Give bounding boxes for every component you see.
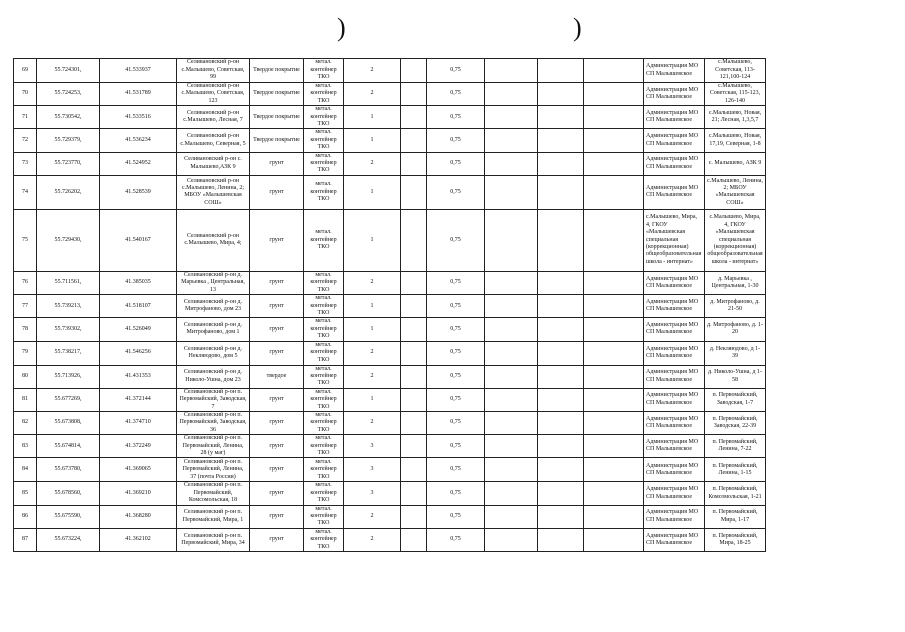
owner-cell: с.Малышево, Мира, 4, ГКОУ «Малышевская специальная (коррекционная) общеобразовательная школа - интернат» [644,209,705,271]
surface-cell: Твердое покрытие [250,59,304,83]
empty-cell [401,129,427,152]
empty-cell [538,106,584,129]
volume-cell: 0,75 [427,295,485,318]
volume-cell: 0,75 [427,152,485,175]
surface-cell: грунт [250,505,304,528]
waste-source-cell: д. Некляюдово, д 1-39 [705,341,766,365]
container-type-cell: метал. контейнер ТКО [304,365,344,388]
container-type-cell: метал. контейнер ТКО [304,528,344,551]
container-count-cell: 3 [344,482,401,505]
owner-cell: Администрация МО СП Малышевское [644,271,705,294]
empty-cell [485,129,538,152]
waste-source-cell: п. Первомайский, Ленина, 7-22 [705,435,766,458]
table-row [14,106,766,129]
container-count-cell: 2 [344,411,401,434]
address-cell: Селивановский р-он п. Первомайский, Ленина, 28 (у маг) [177,435,250,458]
empty-cell [584,365,644,388]
longitude-cell: 41.524952 [100,152,177,175]
container-count-cell: 1 [344,388,401,411]
surface-cell: грунт [250,341,304,365]
longitude-cell: 41.528539 [100,175,177,209]
container-type-cell: метал. контейнер ТКО [304,482,344,505]
surface-cell: грунт [250,295,304,318]
longitude-cell: 41.518107 [100,295,177,318]
owner-cell: Администрация МО СП Малышевское [644,106,705,129]
empty-cell [401,341,427,365]
latitude-cell: 55.738217, [37,341,100,365]
longitude-cell: 41.546256 [100,341,177,365]
empty-cell [485,318,538,341]
container-type-cell: метал. контейнер ТКО [304,83,344,106]
waste-source-cell: с.Малышево, Советская, 113-121,100-124 [705,59,766,83]
table-row [14,341,766,365]
latitude-cell: 55.724301, [37,59,100,83]
waste-source-cell: с.Малышево, Новая, 17,19, Северная, 1-8 [705,129,766,152]
surface-cell: грунт [250,411,304,434]
container-count-cell: 1 [344,129,401,152]
empty-cell [485,365,538,388]
container-count-cell: 3 [344,458,401,482]
row-number-cell: 75 [14,209,37,271]
empty-cell [485,209,538,271]
empty-cell [401,295,427,318]
container-count-cell: 1 [344,295,401,318]
container-type-cell: метал. контейнер ТКО [304,411,344,434]
longitude-cell: 41.540167 [100,209,177,271]
empty-cell [584,106,644,129]
empty-cell [401,83,427,106]
table-row [14,152,766,175]
latitude-cell: 55.723770, [37,152,100,175]
longitude-cell: 41.531789 [100,83,177,106]
address-cell: Селивановский р-он д. Марьевка , Центральная, 13 [177,271,250,294]
owner-cell: Администрация МО СП Малышевское [644,505,705,528]
volume-cell: 0,75 [427,435,485,458]
longitude-cell: 41.368280 [100,505,177,528]
latitude-cell: 55.713926, [37,365,100,388]
container-count-cell: 1 [344,318,401,341]
volume-cell: 0,75 [427,528,485,551]
empty-cell [538,505,584,528]
latitude-cell: 55.730542, [37,106,100,129]
container-count-cell: 2 [344,505,401,528]
empty-cell [584,505,644,528]
longitude-cell: 41.526049 [100,318,177,341]
table-row [14,83,766,106]
table-row [14,482,766,505]
row-number-cell: 77 [14,295,37,318]
volume-cell: 0,75 [427,482,485,505]
table-row [14,365,766,388]
address-cell: Селивановский р-он д. Некляюдово, дом 5 [177,341,250,365]
empty-cell [485,458,538,482]
table-row [14,388,766,411]
empty-cell [538,271,584,294]
address-cell: Селивановский р-он п. Первомайский, Мира, 34 [177,528,250,551]
longitude-cell: 41.362102 [100,528,177,551]
container-type-cell: метал. контейнер ТКО [304,129,344,152]
empty-cell [485,435,538,458]
waste-source-cell: д. Митрофаново, д. 1-20 [705,318,766,341]
empty-cell [401,209,427,271]
volume-cell: 0,75 [427,318,485,341]
waste-source-cell: с. Малышево, АЗК 9 [705,152,766,175]
empty-cell [485,271,538,294]
volume-cell: 0,75 [427,458,485,482]
latitude-cell: 55.675590, [37,505,100,528]
volume-cell: 0,75 [427,411,485,434]
container-type-cell: метал. контейнер ТКО [304,318,344,341]
latitude-cell: 55.739213, [37,295,100,318]
volume-cell: 0,75 [427,106,485,129]
empty-cell [538,129,584,152]
owner-cell: Администрация МО СП Малышевское [644,341,705,365]
container-type-cell: метал. контейнер ТКО [304,175,344,209]
empty-cell [584,482,644,505]
empty-cell [401,59,427,83]
empty-cell [584,59,644,83]
address-cell: Селивановский р-он с. Малышево,АЗК 9 [177,152,250,175]
empty-cell [538,458,584,482]
row-number-cell: 78 [14,318,37,341]
address-cell: Селивановский р-он п. Первомайский, Заводская, 7 [177,388,250,411]
address-cell: Селивановский р-он с.Малышево, Мира, 4; [177,209,250,271]
waste-source-cell: с.Малышево, Новая, 21; Лесная, 1,3,5,7 [705,106,766,129]
container-count-cell: 2 [344,83,401,106]
owner-cell: Администрация МО СП Малышевское [644,435,705,458]
empty-cell [584,83,644,106]
longitude-cell: 41.533516 [100,106,177,129]
container-count-cell: 3 [344,435,401,458]
empty-cell [485,106,538,129]
empty-cell [584,528,644,551]
empty-cell [401,388,427,411]
owner-cell: Администрация МО СП Малышевское [644,365,705,388]
waste-source-cell: п. Первомайский, Мира, 18-25 [705,528,766,551]
waste-source-cell: д. Митрофаново, д. 21-50 [705,295,766,318]
owner-cell: Администрация МО СП Малышевское [644,411,705,434]
empty-cell [538,295,584,318]
empty-cell [538,341,584,365]
empty-cell [485,59,538,83]
row-number-cell: 73 [14,152,37,175]
empty-cell [538,83,584,106]
longitude-cell: 41.369210 [100,482,177,505]
latitude-cell: 55.726202, [37,175,100,209]
empty-cell [584,295,644,318]
empty-cell [584,435,644,458]
empty-cell [401,271,427,294]
surface-cell: грунт [250,435,304,458]
empty-cell [538,209,584,271]
owner-cell: Администрация МО СП Малышевское [644,388,705,411]
address-cell: Селивановский р-он с.Малышево, Ленина, 2; МБОУ «Малышевская СОШ» [177,175,250,209]
row-number-cell: 81 [14,388,37,411]
empty-cell [584,458,644,482]
volume-cell: 0,75 [427,388,485,411]
volume-cell: 0,75 [427,365,485,388]
longitude-cell: 41.372144 [100,388,177,411]
volume-cell: 0,75 [427,83,485,106]
waste-source-cell: п. Первомайский, Заводская, 22-39 [705,411,766,434]
empty-cell [584,341,644,365]
row-number-cell: 71 [14,106,37,129]
surface-cell: грунт [250,175,304,209]
row-number-cell: 72 [14,129,37,152]
table-row [14,59,766,83]
container-type-cell: метал. контейнер ТКО [304,271,344,294]
container-count-cell: 2 [344,271,401,294]
empty-cell [538,152,584,175]
latitude-cell: 55.673780, [37,458,100,482]
empty-cell [485,175,538,209]
owner-cell: Администрация МО СП Малышевское [644,83,705,106]
surface-cell: грунт [250,388,304,411]
container-type-cell: метал. контейнер ТКО [304,209,344,271]
owner-cell: Администрация МО СП Малышевское [644,458,705,482]
address-cell: Селивановский р-он п. Первомайский, Комсомольская, 18 [177,482,250,505]
volume-cell: 0,75 [427,175,485,209]
container-count-cell: 2 [344,341,401,365]
address-cell: Селивановский р-он д. Николо-Ушна, дом 23 [177,365,250,388]
row-number-cell: 76 [14,271,37,294]
waste-sites-table [13,58,766,552]
address-cell: Селивановский р-он с.Малышево, Советская, 99 [177,59,250,83]
empty-cell [584,175,644,209]
owner-cell: Администрация МО СП Малышевское [644,528,705,551]
empty-cell [401,318,427,341]
volume-cell: 0,75 [427,209,485,271]
container-count-cell: 2 [344,365,401,388]
latitude-cell: 55.729430, [37,209,100,271]
empty-cell [584,152,644,175]
owner-cell: Администрация МО СП Малышевское [644,318,705,341]
waste-source-cell: с.Малышево, Ленина, 2; МБОУ «Малышевская СОШ» [705,175,766,209]
longitude-cell: 41.536234 [100,129,177,152]
longitude-cell: 41.372249 [100,435,177,458]
surface-cell: Твердое покрытие [250,83,304,106]
address-cell: Селивановский р-он д. Митрофаново, дом 1 [177,318,250,341]
empty-cell [485,411,538,434]
row-number-cell: 87 [14,528,37,551]
owner-cell: Администрация МО СП Малышевское [644,129,705,152]
longitude-cell: 41.431353 [100,365,177,388]
address-cell: Селивановский р-он с.Малышево, Советская, 123 [177,83,250,106]
address-cell: Селивановский р-он п. Первомайский, Мира, 1 [177,505,250,528]
latitude-cell: 55.674814, [37,435,100,458]
empty-cell [401,106,427,129]
waste-source-cell: п. Первомайский, Комсомольская, 1-21 [705,482,766,505]
empty-cell [401,411,427,434]
row-number-cell: 86 [14,505,37,528]
empty-cell [538,175,584,209]
container-type-cell: метал. контейнер ТКО [304,435,344,458]
longitude-cell: 41.374710 [100,411,177,434]
empty-cell [401,528,427,551]
latitude-cell: 55.729379, [37,129,100,152]
empty-cell [538,318,584,341]
latitude-cell: 55.677269, [37,388,100,411]
waste-source-cell: п. Первомайский, Заводская, 1-7 [705,388,766,411]
table-row [14,271,766,294]
row-number-cell: 74 [14,175,37,209]
owner-cell: Администрация МО СП Малышевское [644,59,705,83]
table-row [14,129,766,152]
row-number-cell: 80 [14,365,37,388]
container-type-cell: метал. контейнер ТКО [304,505,344,528]
owner-cell: Администрация МО СП Малышевское [644,152,705,175]
container-type-cell: метал. контейнер ТКО [304,295,344,318]
empty-cell [401,175,427,209]
empty-cell [485,295,538,318]
empty-cell [538,59,584,83]
surface-cell: грунт [250,271,304,294]
volume-cell: 0,75 [427,59,485,83]
empty-cell [401,365,427,388]
waste-source-cell: с.Малышево, Советская, 115-123, 126-140 [705,83,766,106]
punch-hole-mark-right: ) [573,13,582,42]
empty-cell [485,482,538,505]
row-number-cell: 82 [14,411,37,434]
empty-cell [584,388,644,411]
container-count-cell: 2 [344,528,401,551]
container-type-cell: метал. контейнер ТКО [304,388,344,411]
empty-cell [401,152,427,175]
latitude-cell: 55.673808, [37,411,100,434]
container-count-cell: 2 [344,59,401,83]
empty-cell [538,388,584,411]
longitude-cell: 41.385035 [100,271,177,294]
address-cell: Селивановский р-он с.Малышево, Лесная, 7 [177,106,250,129]
surface-cell: Твердое покрытие [250,106,304,129]
container-count-cell: 1 [344,209,401,271]
empty-cell [584,411,644,434]
table-row [14,175,766,209]
latitude-cell: 55.673224, [37,528,100,551]
surface-cell: грунт [250,482,304,505]
address-cell: Селивановский р-он д. Митрофаново, дом 23 [177,295,250,318]
address-cell: Селивановский р-он п. Первомайский, Ленина, 37 (почта России) [177,458,250,482]
container-type-cell: метал. контейнер ТКО [304,341,344,365]
surface-cell: грунт [250,458,304,482]
empty-cell [485,152,538,175]
surface-cell: Твердое покрытие [250,129,304,152]
row-number-cell: 83 [14,435,37,458]
punch-hole-mark-left: ) [337,13,346,42]
volume-cell: 0,75 [427,505,485,528]
address-cell: Селивановский р-он с.Малышево, Северная, 5 [177,129,250,152]
surface-cell: твердое [250,365,304,388]
volume-cell: 0,75 [427,271,485,294]
table-row [14,318,766,341]
empty-cell [538,411,584,434]
table-row [14,528,766,551]
surface-cell: грунт [250,152,304,175]
latitude-cell: 55.678560, [37,482,100,505]
empty-cell [401,458,427,482]
empty-cell [584,209,644,271]
volume-cell: 0,75 [427,341,485,365]
row-number-cell: 79 [14,341,37,365]
latitude-cell: 55.739302, [37,318,100,341]
owner-cell: Администрация МО СП Малышевское [644,482,705,505]
empty-cell [485,388,538,411]
empty-cell [485,341,538,365]
longitude-cell: 41.369065 [100,458,177,482]
table-row [14,295,766,318]
empty-cell [584,129,644,152]
row-number-cell: 69 [14,59,37,83]
empty-cell [485,505,538,528]
table-row [14,411,766,434]
table-row [14,505,766,528]
container-count-cell: 1 [344,175,401,209]
table-row [14,458,766,482]
empty-cell [401,435,427,458]
row-number-cell: 85 [14,482,37,505]
volume-cell: 0,75 [427,129,485,152]
container-type-cell: метал. контейнер ТКО [304,106,344,129]
surface-cell: грунт [250,209,304,271]
owner-cell: Администрация МО СП Малышевское [644,295,705,318]
empty-cell [485,83,538,106]
row-number-cell: 70 [14,83,37,106]
empty-cell [538,435,584,458]
container-type-cell: метал. контейнер ТКО [304,59,344,83]
container-type-cell: метал. контейнер ТКО [304,458,344,482]
row-number-cell: 84 [14,458,37,482]
empty-cell [538,528,584,551]
empty-cell [538,482,584,505]
container-count-cell: 2 [344,152,401,175]
waste-source-cell: п. Первомайский, Ленина, 1-15 [705,458,766,482]
waste-source-cell: д. Николо-Ушна, д 1-58 [705,365,766,388]
owner-cell: Администрация МО СП Малышевское [644,175,705,209]
table-row [14,435,766,458]
waste-source-cell: д. Марьевка , Центральная, 1-30 [705,271,766,294]
waste-source-cell: с.Малышево, Мира, 4, ГКОУ «Малышевская специальная (коррекционная) общеобразовательная школа - интернат» [705,209,766,271]
latitude-cell: 55.724253, [37,83,100,106]
empty-cell [485,528,538,551]
empty-cell [401,505,427,528]
waste-source-cell: п. Первомайский, Мира, 1-17 [705,505,766,528]
container-count-cell: 1 [344,106,401,129]
empty-cell [584,318,644,341]
container-type-cell: метал. контейнер ТКО [304,152,344,175]
address-cell: Селивановский р-он п. Первомайский, Заводская, 36 [177,411,250,434]
table-row [14,209,766,271]
latitude-cell: 55.711561, [37,271,100,294]
empty-cell [584,271,644,294]
empty-cell [401,482,427,505]
empty-cell [538,365,584,388]
surface-cell: грунт [250,528,304,551]
longitude-cell: 41.533937 [100,59,177,83]
surface-cell: грунт [250,318,304,341]
